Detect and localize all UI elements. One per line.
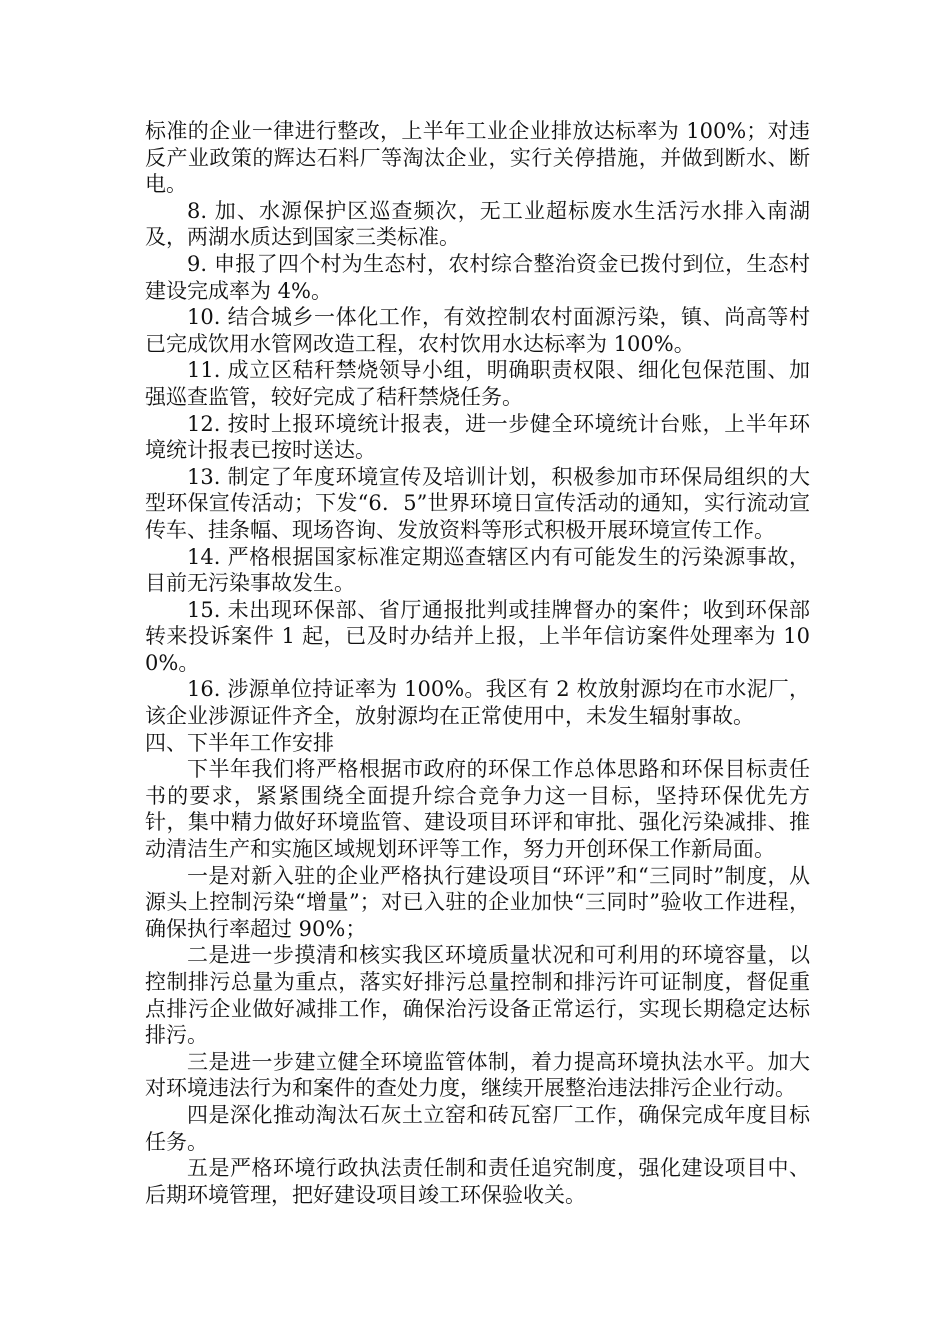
paragraph-plan-5: 五是严格环境行政执法责任制和责任追究制度，强化建设项目中、后期环境管理，把好建设项目竣工环保验收关。 [145, 1156, 810, 1207]
paragraph-item-12: 12. 按时上报环境统计报表，进一步健全环境统计台账，上半年环境统计报表已按时送达。 [145, 411, 810, 463]
paragraph-item-10: 10. 结合城乡一体化工作，有效控制农村面源污染，镇、尚高等村已完成饮用水管网改造工程，农村饮用水达标率为 100%。 [145, 305, 810, 356]
paragraph-item-13: 13. 制定了年度环境宣传及培训计划，积极参加市环保局组织的大型环保宣传活动；下发“6．5”世界环境日宣传活动的通知，实行流动宣传车、挂条幅、现场咨询、发放资料等形式积极开展环境宣传工作。 [145, 464, 810, 542]
paragraph-plan-3: 三是进一步建立健全环境监管体制，着力提高环境执法水平。加大对环境违法行为和案件的查处力度，继续开展整治违法排污企业行动。 [145, 1049, 810, 1101]
paragraph-item-14: 14. 严格根据国家标准定期巡查辖区内有可能发生的污染源事故，目前无污染事故发生。 [145, 544, 810, 596]
paragraph-item-15: 15. 未出现环保部、省厅通报批判或挂牌督办的案件；收到环保部转来投诉案件 1 起，已及时办结并上报，上半年信访案件处理率为 100%。 [145, 597, 810, 675]
paragraph-plan-intro: 下半年我们将严格根据市政府的环保工作总体思路和环保目标责任书的要求，紧紧围绕全面提升综合竞争力这一目标，坚持环保优先方针，集中精力做好环境监管、建设项目环评和审批、强化污染减排、推动清洁生产和实施区域规划环评等工作，努力开创环保工作新局面。 [145, 757, 810, 862]
paragraph-plan-1: 一是对新入驻的企业严格执行建设项目“环评”和“三同时”制度，从源头上控制污染“增量”；对已入驻的企业加快“三同时”验收工作进程，确保执行率超过 90%； [145, 863, 810, 941]
section-heading: 四、下半年工作安排 [145, 730, 334, 755]
paragraph-item-11: 11. 成立区秸秆禁烧领导小组，明确职责权限、细化包保范围、加强巡查监管，较好完成了秸秆禁烧任务。 [145, 358, 810, 409]
paragraph-item-8: 8. 加、水源保护区巡查频次，无工业超标废水生活污水排入南湖及，两湖水质达到国家三类标准。 [145, 198, 810, 250]
paragraph-plan-4: 四是深化推动淘汰石灰土立窑和砖瓦窑厂工作，确保完成年度目标任务。 [145, 1102, 810, 1154]
paragraph-continued: 标准的企业一律进行整改，上半年工业企业排放达标率为 100%；对违反产业政策的辉达石料厂等淘汰企业，实行关停措施，并做到断水、断电。 [145, 119, 810, 197]
document-page [145, 118, 810, 1208]
paragraph-plan-2: 二是进一步摸清和核实我区环境质量状况和可利用的环境容量，以控制排污总量为重点，落实好排污总量控制和排污许可证制度，督促重点排污企业做好减排工作，确保治污设备正常运行，实现长期稳定达标排污。 [145, 943, 810, 1048]
paragraph-item-9: 9. 申报了四个村为生态村，农村综合整治资金已拨付到位，生态村建设完成率为 4%。 [145, 251, 810, 303]
paragraph-item-16: 16. 涉源单位持证率为 100%。我区有 2 枚放射源均在市水泥厂，该企业涉源证件齐全，放射源均在正常使用中，未发生辐射事故。 [145, 677, 810, 729]
